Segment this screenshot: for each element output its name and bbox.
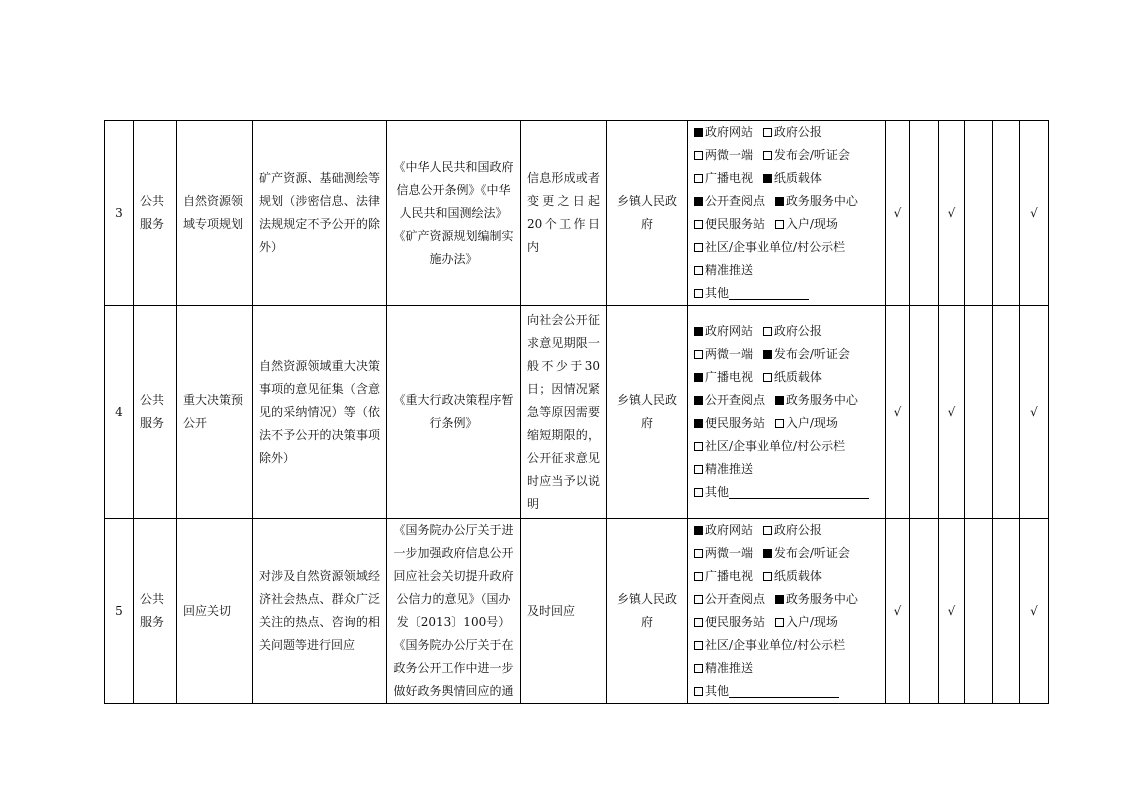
channels-cell (688, 519, 886, 704)
unchecked-box-icon (775, 419, 784, 428)
channel-option (694, 638, 845, 652)
channel-label: 政府公报 (773, 324, 822, 338)
channel-option (694, 194, 765, 208)
channel-option (694, 393, 765, 407)
channel-option (694, 462, 753, 476)
channel-option (694, 416, 765, 430)
unchecked-box-icon (763, 327, 772, 336)
channel-option (694, 661, 753, 675)
unchecked-box-icon (763, 373, 772, 382)
unchecked-box-icon (694, 595, 703, 604)
channel-list (694, 519, 879, 703)
checked-box-icon (763, 350, 772, 359)
basis-cell (387, 519, 521, 704)
channel-option (694, 286, 809, 300)
content-cell: 自然资源领域重大决策事项的意见征集（含意见的采纳情况）等（依法不予公开的决策事项除外） (253, 306, 387, 519)
subject-cell: 乡镇人民政府 (607, 306, 688, 519)
checked-box-icon (694, 197, 703, 206)
channel-option (763, 347, 850, 361)
channel-label: 便民服务站 (705, 416, 766, 430)
channel-option (775, 393, 858, 407)
channel-option (694, 523, 753, 537)
table-row (105, 306, 1049, 519)
channel-label: 公开查阅点 (705, 393, 766, 407)
checked-box-icon (775, 595, 784, 604)
unchecked-box-icon (694, 618, 703, 627)
unchecked-box-icon (694, 488, 703, 497)
channel-option (694, 263, 753, 277)
unchecked-box-icon (694, 174, 703, 183)
channel-option (694, 125, 753, 139)
checked-box-icon (694, 327, 703, 336)
channels-cell (688, 121, 886, 306)
category-cell: 公共服务 (134, 121, 177, 306)
unchecked-box-icon (694, 465, 703, 474)
content-cell: 对涉及自然资源领域经济社会热点、群众广泛关注的热点、咨询的相关问题等进行回应 (253, 519, 387, 704)
mark-cell: √ (1020, 519, 1049, 704)
channel-label: 政务服务中心 (785, 393, 858, 407)
channel-option (775, 592, 858, 606)
channel-label: 精准推送 (705, 661, 754, 675)
channel-label: 纸质载体 (773, 370, 822, 384)
checked-box-icon (775, 396, 784, 405)
mark-cell (993, 121, 1020, 306)
channel-label: 纸质载体 (773, 171, 822, 185)
unchecked-box-icon (763, 151, 772, 160)
channel-label: 广播电视 (705, 171, 754, 185)
unchecked-box-icon (694, 549, 703, 558)
mark-cell: √ (939, 519, 965, 704)
unchecked-box-icon (694, 442, 703, 451)
mark-cell: √ (886, 519, 910, 704)
basis-cell: 《重大行政决策程序暂行条例》 (387, 306, 521, 519)
channel-option (694, 485, 869, 499)
basis-text: 《国务院办公厅关于进一步加强政府信息公开回应社会关切提升政府公信力的意见》（国办发〔2013〕100号）《国务院办公厅关于在政务公开工作中进一步做好政务舆情回应的通 (393, 523, 514, 698)
channel-option (694, 439, 845, 453)
fill-in-blank (729, 498, 869, 499)
channel-label: 便民服务站 (705, 217, 766, 231)
checked-box-icon (694, 419, 703, 428)
channel-option (775, 416, 838, 430)
channel-option (763, 125, 822, 139)
channel-option (694, 217, 765, 231)
channel-list (694, 121, 879, 305)
unchecked-box-icon (694, 289, 703, 298)
channel-option (694, 347, 753, 361)
channel-label: 公开查阅点 (705, 194, 766, 208)
channel-label: 政府公报 (773, 523, 822, 537)
unchecked-box-icon (694, 266, 703, 275)
unchecked-box-icon (694, 572, 703, 581)
mark-cell: √ (939, 121, 965, 306)
subject-cell: 乡镇人民政府 (607, 121, 688, 306)
channel-label: 政务服务中心 (785, 592, 858, 606)
mark-cell (910, 121, 939, 306)
channel-option (694, 171, 753, 185)
channel-option (694, 615, 765, 629)
mark-cell: √ (886, 121, 910, 306)
channel-option (694, 592, 765, 606)
channel-option (775, 615, 838, 629)
mark-cell (965, 306, 993, 519)
fill-in-blank (729, 697, 839, 698)
disclosure-table (104, 120, 1049, 704)
checked-box-icon (763, 549, 772, 558)
channel-label: 精准推送 (705, 462, 754, 476)
unchecked-box-icon (694, 641, 703, 650)
channel-option (763, 370, 822, 384)
mark-cell: √ (1020, 121, 1049, 306)
row-number: 3 (105, 121, 134, 306)
channel-option (694, 370, 753, 384)
unchecked-box-icon (694, 664, 703, 673)
item-cell: 自然资源领域专项规划 (177, 121, 253, 306)
timeline-cell: 信息形成或者变更之日起20个工作日内 (521, 121, 607, 306)
mark-cell: √ (1020, 306, 1049, 519)
channel-option (694, 324, 753, 338)
channel-option (694, 240, 845, 254)
unchecked-box-icon (775, 618, 784, 627)
channel-label: 公开查阅点 (705, 592, 766, 606)
mark-cell: √ (939, 306, 965, 519)
channel-label: 社区/企事业单位/村公示栏 (705, 240, 846, 254)
unchecked-box-icon (763, 526, 772, 535)
channel-label: 其他 (705, 684, 730, 698)
unchecked-box-icon (694, 151, 703, 160)
channel-option (775, 217, 838, 231)
unchecked-box-icon (694, 350, 703, 359)
channel-label: 纸质载体 (773, 569, 822, 583)
channel-label: 入户/现场 (785, 615, 838, 629)
channel-option (763, 171, 822, 185)
channel-label: 发布会/听证会 (773, 347, 850, 361)
channel-option (694, 148, 753, 162)
channel-option (694, 684, 839, 698)
row-number: 4 (105, 306, 134, 519)
channel-label: 入户/现场 (785, 217, 838, 231)
channel-label: 政府网站 (705, 125, 754, 139)
item-cell: 重大决策预公开 (177, 306, 253, 519)
checked-box-icon (694, 396, 703, 405)
channel-label: 精准推送 (705, 263, 754, 277)
channel-label: 入户/现场 (785, 416, 838, 430)
checked-box-icon (694, 128, 703, 137)
channel-label: 广播电视 (705, 569, 754, 583)
mark-cell (910, 306, 939, 519)
mark-cell (910, 519, 939, 704)
unchecked-box-icon (694, 687, 703, 696)
channel-label: 政府公报 (773, 125, 822, 139)
basis-cell: 《中华人民共和国政府信息公开条例》《中华人民共和国测绘法》《矿产资源规划编制实施办法》 (387, 121, 521, 306)
channel-label: 发布会/听证会 (773, 546, 850, 560)
channel-option (763, 546, 850, 560)
mark-cell (965, 121, 993, 306)
unchecked-box-icon (775, 220, 784, 229)
channel-option (694, 546, 753, 560)
channel-label: 便民服务站 (705, 615, 766, 629)
unchecked-box-icon (763, 128, 772, 137)
channel-label: 两微一端 (705, 546, 754, 560)
subject-cell: 乡镇人民政府 (607, 519, 688, 704)
channel-label: 政府网站 (705, 324, 754, 338)
item-cell: 回应关切 (177, 519, 253, 704)
channel-label: 社区/企事业单位/村公示栏 (705, 439, 846, 453)
channel-option (763, 148, 850, 162)
row-number: 5 (105, 519, 134, 704)
category-cell: 公共服务 (134, 306, 177, 519)
content-cell: 矿产资源、基础测绘等规划（涉密信息、法律法规规定不予公开的除外） (253, 121, 387, 306)
mark-cell (993, 519, 1020, 704)
channel-option (763, 569, 822, 583)
mark-cell (965, 519, 993, 704)
channel-list (694, 320, 879, 504)
channel-label: 广播电视 (705, 370, 754, 384)
table-row (105, 121, 1049, 306)
channel-label: 其他 (705, 485, 730, 499)
checked-box-icon (694, 526, 703, 535)
category-cell: 公共服务 (134, 519, 177, 704)
unchecked-box-icon (694, 243, 703, 252)
channel-option (775, 194, 858, 208)
mark-cell: √ (886, 306, 910, 519)
timeline-cell: 向社会公开征求意见期限一般不少于30日；因情况紧急等原因需要缩短期限的，公开征求意见时应当予以说明 (521, 306, 607, 519)
fill-in-blank (729, 299, 809, 300)
channel-label: 其他 (705, 286, 730, 300)
channel-label: 发布会/听证会 (773, 148, 850, 162)
channel-option (694, 569, 753, 583)
channel-label: 两微一端 (705, 148, 754, 162)
unchecked-box-icon (694, 220, 703, 229)
channel-label: 政府网站 (705, 523, 754, 537)
checked-box-icon (694, 373, 703, 382)
channel-label: 社区/企事业单位/村公示栏 (705, 638, 846, 652)
unchecked-box-icon (763, 572, 772, 581)
channel-label: 政务服务中心 (785, 194, 858, 208)
channels-cell (688, 306, 886, 519)
checked-box-icon (775, 197, 784, 206)
table-row (105, 519, 1049, 704)
checked-box-icon (763, 174, 772, 183)
mark-cell (993, 306, 1020, 519)
channel-option (763, 523, 822, 537)
channel-label: 两微一端 (705, 347, 754, 361)
channel-option (763, 324, 822, 338)
timeline-cell: 及时回应 (521, 519, 607, 704)
